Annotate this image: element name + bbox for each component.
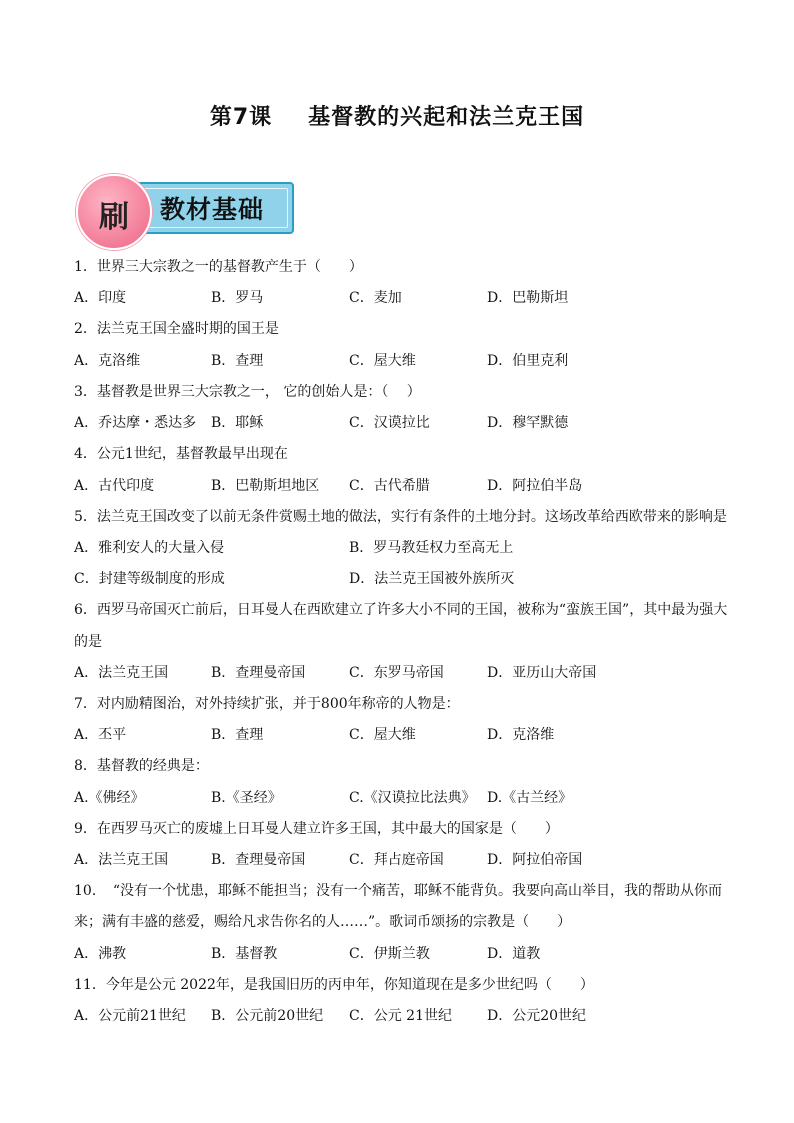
question-stem: 7．对内励精图治，对外持续扩张，并于800年称帝的人物是： [74, 696, 460, 712]
badge-text: 刷 [99, 200, 129, 235]
option-d: D．巴勒斯坦 [487, 290, 569, 306]
option-a: A．法兰克王国 [74, 665, 169, 681]
question-stem: 1．世界三大宗教之一的基督教产生于（ ） [74, 259, 363, 275]
option-b: B．基督教 [211, 946, 278, 962]
option-a: A．印度 [74, 290, 127, 306]
lesson-topic: 基督教的兴起和法兰克王国 [308, 105, 585, 130]
option-a: A．公元前21世纪 [74, 1008, 186, 1024]
option-b: B.《圣经》 [211, 790, 282, 806]
option-a: A．克洛维 [74, 353, 141, 369]
option-d: D．道教 [487, 946, 541, 962]
option-b: B．公元前20世纪 [211, 1008, 324, 1024]
lesson-number: 第7课 [209, 105, 273, 130]
option-a: A.《佛经》 [74, 790, 145, 806]
option-c: C．拜占庭帝国 [349, 852, 444, 868]
option-b: B．查理曼帝国 [211, 852, 306, 868]
option-a: A．法兰克王国 [74, 852, 169, 868]
option-c: C．屋大维 [349, 353, 416, 369]
question-stem: 5．法兰克王国改变了以前无条件赏赐土地的做法，实行有条件的土地分封。这场改革给西欧带来的影响是 [74, 509, 727, 525]
question-stem: 10． “没有一个忧患，耶稣不能担当；没有一个痛苦，耶稣不能背负。我要向高山举目，我的帮助从你而 [74, 883, 722, 899]
option-b: B．罗马教廷权力至高无上 [349, 540, 514, 556]
option-a: A．乔达摩・悉达多 [74, 415, 197, 431]
option-d: D．伯里克利 [487, 353, 569, 369]
option-c: C．屋大维 [349, 727, 416, 743]
question-stem-continued: 来；满有丰盛的慈爱，赐给凡求告你名的人……”。歌词币颂扬的宗教是（ ） [74, 914, 572, 930]
option-d: D．阿拉伯半岛 [487, 478, 583, 494]
option-c: C．封建等级制度的形成 [74, 571, 225, 587]
question-stem: 9．在西罗马灭亡的废墟上日耳曼人建立许多王国，其中最大的国家是（ ） [74, 821, 559, 837]
option-c: C．东罗马帝国 [349, 665, 444, 681]
option-d: D．公元20世纪 [487, 1008, 587, 1024]
option-d: D.《古兰经》 [487, 790, 573, 806]
option-b: B．查理曼帝国 [211, 665, 306, 681]
question-stem: 8．基督教的经典是： [74, 758, 209, 774]
banner-label: 教材基础 [160, 195, 265, 224]
option-a: A．雅利安人的大量入侵 [74, 540, 225, 556]
page-title [0, 100, 794, 131]
option-d: D．阿拉伯帝国 [487, 852, 583, 868]
option-b: B．罗马 [211, 290, 264, 306]
option-a: A．古代印度 [74, 478, 155, 494]
question-stem: 3．基督教是世界三大宗教之一， 它的创始人是：（ ） [74, 384, 421, 400]
option-b: B．巴勒斯坦地区 [211, 478, 320, 494]
option-c: C．公元 21世纪 [349, 1008, 452, 1024]
option-c: C．麦加 [349, 290, 402, 306]
option-b: B．查理 [211, 727, 264, 743]
question-stem: 11．今年是公元 2022年，是我国旧历的丙申年，你知道现在是多少世纪吗（ ） [74, 977, 594, 993]
option-c: C．伊斯兰教 [349, 946, 430, 962]
option-d: D．穆罕默德 [487, 415, 569, 431]
question-stem: 6．西罗马帝国灭亡前后，日耳曼人在西欧建立了许多大小不同的王国，被称为“蛮族王国”，其中最为强大 [74, 602, 728, 618]
option-d: D．亚历山大帝国 [487, 665, 597, 681]
question-stem: 2．法兰克王国全盛时期的国王是 [74, 321, 279, 337]
option-c: C．古代希腊 [349, 478, 430, 494]
option-a: A．丕平 [74, 727, 127, 743]
section-banner [76, 178, 296, 240]
badge-circle-icon [76, 174, 152, 250]
option-d: D．法兰克王国被外族所灭 [349, 571, 515, 587]
option-d: D．克洛维 [487, 727, 555, 743]
question-stem-continued: 的是 [74, 634, 102, 650]
option-b: B．查理 [211, 353, 264, 369]
option-a: A．沸教 [74, 946, 127, 962]
option-b: B．耶稣 [211, 415, 264, 431]
question-stem: 4．公元1世纪，基督教最早出现在 [74, 446, 288, 462]
option-c: C．汉谟拉比 [349, 415, 430, 431]
option-c: C.《汉谟拉比法典》 [349, 790, 476, 806]
